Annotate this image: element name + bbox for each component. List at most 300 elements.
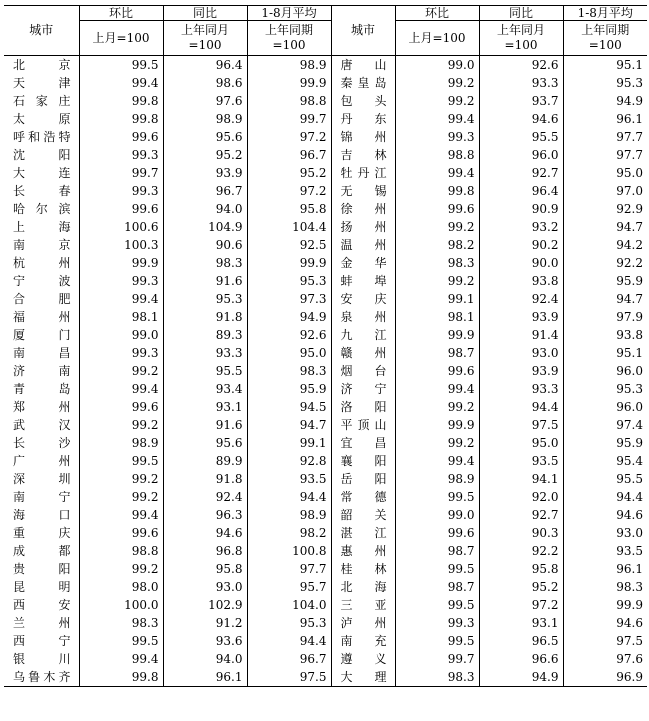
cell-yoy-left: 96.4 [163,56,247,75]
cell-avg-left: 100.8 [247,542,331,560]
table-row [4,362,647,380]
cell-avg-right: 95.0 [616,165,643,180]
cell-city-right: 济宁 [331,380,395,398]
table-row [4,416,647,434]
cell-avg-right: 93.8 [616,327,643,342]
col-header-mom-left: 环比 [79,6,163,21]
cell-yoy-left: 92.4 [163,488,247,506]
cell-city-left: 宁波 [4,272,79,290]
col-header-avg-right: 1-8月平均 [563,6,647,21]
cell-city-right: 平顶山 [331,416,395,434]
cell-yoy-left: 94.0 [163,200,247,218]
cell-mom-left: 99.5 [79,56,163,75]
cell-yoy-right: 92.7 [479,164,563,182]
table-row [4,128,647,146]
cell-mom-right: 99.7 [395,650,479,668]
cell-avg-right: 96.0 [616,399,643,414]
cell-city-right: 吉林 [331,146,395,164]
cell-mom-left: 99.4 [79,290,163,308]
cell-yoy-right: 92.7 [479,506,563,524]
cell-yoy-left: 96.7 [163,182,247,200]
cell-yoy-left: 95.6 [163,128,247,146]
cell-city-left: 哈尔滨 [4,200,79,218]
cell-avg-left: 98.2 [247,524,331,542]
cell-mom-right: 98.2 [395,236,479,254]
cell-avg-left: 94.7 [247,416,331,434]
cell-city-left: 广州 [4,452,79,470]
table-row [4,110,647,128]
cell-city-right: 南充 [331,632,395,650]
subheader-avg-right [563,21,647,56]
cell-city-left: 兰州 [4,614,79,632]
cell-yoy-left: 91.8 [163,308,247,326]
cell-yoy-right: 97.5 [479,416,563,434]
cell-avg-left: 94.4 [247,632,331,650]
cell-yoy-left: 95.3 [163,290,247,308]
cell-city-right: 唐山 [331,56,395,75]
cell-avg-left: 99.7 [247,110,331,128]
cell-mom-right: 99.4 [395,452,479,470]
cell-city-right: 北海 [331,578,395,596]
cell-yoy-left: 93.1 [163,398,247,416]
cell-city-left: 长沙 [4,434,79,452]
subheader-avg-line2: =100 [272,38,306,52]
cell-avg-left: 97.2 [247,182,331,200]
cell-avg-left: 98.8 [247,92,331,110]
table-body [4,56,647,687]
cell-yoy-right: 95.5 [479,128,563,146]
cell-avg-right: 97.7 [616,147,643,162]
subheader-yoy-line1: 上年同月 [496,23,545,37]
cell-avg-right: 97.7 [616,129,643,144]
cell-city-right: 温州 [331,236,395,254]
cell-avg-left: 94.4 [247,488,331,506]
cell-mom-right: 98.9 [395,470,479,488]
cell-mom-left: 99.6 [79,128,163,146]
subheader-yoy-left [163,21,247,56]
cell-mom-left: 99.3 [79,182,163,200]
cell-yoy-right: 96.6 [479,650,563,668]
cell-yoy-left: 89.9 [163,452,247,470]
cell-city-left: 武汉 [4,416,79,434]
cell-avg-left: 94.9 [247,308,331,326]
cell-city-right: 蚌埠 [331,272,395,290]
header-row-1 [4,6,647,21]
table-row [4,146,647,164]
cell-yoy-right: 94.4 [479,398,563,416]
cell-mom-right: 99.5 [395,560,479,578]
cell-mom-right: 98.8 [395,146,479,164]
cell-city-right: 襄阳 [331,452,395,470]
cell-yoy-left: 95.2 [163,146,247,164]
cell-avg-left: 98.3 [247,362,331,380]
cell-avg-right: 97.0 [616,183,643,198]
cell-city-left: 西宁 [4,632,79,650]
cell-city-left: 乌鲁木齐 [4,668,79,687]
cell-yoy-left: 91.6 [163,272,247,290]
table-row [4,164,647,182]
cell-yoy-left: 97.6 [163,92,247,110]
cell-avg-right: 95.3 [616,381,643,396]
cell-mom-right: 99.5 [395,632,479,650]
cell-mom-right: 99.6 [395,200,479,218]
cell-mom-right: 99.9 [395,416,479,434]
subheader-yoy-line1: 上年同月 [180,23,229,37]
cell-mom-left: 99.0 [79,326,163,344]
col-header-yoy-left: 同比 [163,6,247,21]
cell-mom-right: 99.4 [395,110,479,128]
cell-avg-right: 95.4 [616,453,643,468]
cell-mom-left: 98.9 [79,434,163,452]
cell-avg-right: 93.0 [616,525,643,540]
cell-mom-left: 99.8 [79,668,163,687]
cell-city-right: 惠州 [331,542,395,560]
cell-yoy-left: 91.8 [163,470,247,488]
subheader-avg-left [247,21,331,56]
cell-city-left: 深圳 [4,470,79,488]
cell-city-right: 烟台 [331,362,395,380]
cell-mom-left: 99.2 [79,362,163,380]
cell-mom-left: 100.0 [79,596,163,614]
header-row-2 [4,21,647,56]
cell-city-left: 重庆 [4,524,79,542]
cell-avg-right: 97.6 [616,651,643,666]
cell-city-right: 秦皇岛 [331,74,395,92]
table-row [4,650,647,668]
cell-mom-left: 99.4 [79,74,163,92]
cell-city-left: 海口 [4,506,79,524]
cell-yoy-right: 92.0 [479,488,563,506]
table-row [4,596,647,614]
subheader-yoy-right [479,21,563,56]
table-row [4,560,647,578]
cell-yoy-left: 96.8 [163,542,247,560]
cell-mom-right: 98.1 [395,308,479,326]
cell-yoy-right: 93.0 [479,344,563,362]
cell-yoy-left: 95.8 [163,560,247,578]
cell-mom-left: 100.6 [79,218,163,236]
cell-city-left: 长春 [4,182,79,200]
cell-avg-left: 95.3 [247,272,331,290]
cell-avg-left: 98.9 [247,56,331,75]
table-row [4,488,647,506]
subheader-avg-line1: 上年同期 [581,23,630,37]
cell-avg-left: 96.7 [247,146,331,164]
cell-city-right: 常德 [331,488,395,506]
cell-city-left: 厦门 [4,326,79,344]
cell-mom-left: 98.0 [79,578,163,596]
table-row [4,398,647,416]
cell-yoy-right: 96.0 [479,146,563,164]
cell-avg-right: 95.3 [616,75,643,90]
cell-city-left: 北京 [4,56,79,75]
cell-yoy-right: 92.4 [479,290,563,308]
cell-yoy-right: 92.6 [479,56,563,75]
table-row [4,344,647,362]
cell-avg-right: 97.9 [616,309,643,324]
table-row [4,506,647,524]
cell-yoy-right: 93.7 [479,92,563,110]
table-row [4,614,647,632]
cell-mom-left: 99.2 [79,488,163,506]
cell-mom-left: 99.6 [79,398,163,416]
cell-city-left: 福州 [4,308,79,326]
cell-city-right: 桂林 [331,560,395,578]
cell-yoy-right: 91.4 [479,326,563,344]
cell-yoy-left: 93.0 [163,578,247,596]
cell-mom-left: 98.8 [79,542,163,560]
table-row [4,470,647,488]
cell-yoy-right: 96.5 [479,632,563,650]
cell-mom-right: 99.4 [395,164,479,182]
cell-city-right: 锦州 [331,128,395,146]
table-row [4,272,647,290]
cell-city-left: 合肥 [4,290,79,308]
table-row [4,218,647,236]
cell-yoy-right: 93.2 [479,218,563,236]
cell-city-right: 宜昌 [331,434,395,452]
cell-mom-right: 99.3 [395,614,479,632]
cell-avg-right: 96.9 [563,668,647,687]
cell-mom-left: 99.7 [79,164,163,182]
cell-city-right: 包头 [331,92,395,110]
cell-city-left: 银川 [4,650,79,668]
col-header-mom-right: 环比 [395,6,479,21]
cell-yoy-left: 93.4 [163,380,247,398]
cell-city-right: 岳阳 [331,470,395,488]
cell-avg-right: 95.9 [616,435,643,450]
cell-yoy-left: 90.6 [163,236,247,254]
cell-mom-left: 99.8 [79,110,163,128]
cell-city-right: 徐州 [331,200,395,218]
cell-avg-left: 95.0 [247,344,331,362]
cell-yoy-right: 90.0 [479,254,563,272]
table-row [4,380,647,398]
cell-yoy-left: 91.6 [163,416,247,434]
cell-avg-right: 92.9 [616,201,643,216]
cell-avg-right: 96.1 [616,561,643,576]
cell-city-left: 石家庄 [4,92,79,110]
col-header-yoy-right: 同比 [479,6,563,21]
cell-city-left: 成都 [4,542,79,560]
cell-mom-left: 99.4 [79,506,163,524]
cell-city-right: 金华 [331,254,395,272]
cell-avg-right: 92.2 [616,255,643,270]
table-row [4,290,647,308]
cell-mom-left: 99.2 [79,470,163,488]
cell-avg-right: 96.0 [616,363,643,378]
cell-yoy-right: 90.9 [479,200,563,218]
cell-city-right: 湛江 [331,524,395,542]
cell-avg-right: 94.2 [616,237,643,252]
cell-yoy-left: 95.5 [163,362,247,380]
cell-yoy-right: 93.1 [479,614,563,632]
cell-city-right: 九江 [331,326,395,344]
cell-yoy-right: 95.2 [479,578,563,596]
cell-avg-left: 97.2 [247,128,331,146]
cell-avg-left: 99.1 [247,434,331,452]
cell-avg-right: 96.1 [616,111,643,126]
cell-mom-right: 99.3 [395,128,479,146]
cell-avg-left: 97.5 [247,668,331,687]
cell-mom-right: 99.5 [395,488,479,506]
cell-city-right: 安庆 [331,290,395,308]
cell-mom-right: 99.2 [395,434,479,452]
cell-city-left: 郑州 [4,398,79,416]
subheader-yoy-line2: =100 [504,38,538,52]
table-row [4,182,647,200]
table-row [4,92,647,110]
cell-city-left: 青岛 [4,380,79,398]
cell-mom-right: 99.5 [395,596,479,614]
table-row [4,452,647,470]
cell-yoy-right: 93.9 [479,308,563,326]
cell-city-left: 呼和浩特 [4,128,79,146]
cell-yoy-left: 93.3 [163,344,247,362]
cell-yoy-left: 91.2 [163,614,247,632]
cell-avg-right: 94.9 [616,93,643,108]
cell-city-left: 沈阳 [4,146,79,164]
cell-mom-left: 99.3 [79,272,163,290]
cell-avg-left: 95.7 [247,578,331,596]
cell-mom-left: 99.9 [79,254,163,272]
cell-mom-left: 99.4 [79,380,163,398]
cell-avg-left: 92.5 [247,236,331,254]
cell-yoy-right: 90.3 [479,524,563,542]
cell-yoy-left: 96.3 [163,506,247,524]
table-row [4,56,647,75]
cell-yoy-right: 93.3 [479,74,563,92]
cell-yoy-right: 93.5 [479,452,563,470]
cell-avg-right: 95.5 [616,471,643,486]
cell-avg-left: 104.0 [247,596,331,614]
cell-yoy-right: 97.2 [479,596,563,614]
cell-yoy-left: 98.9 [163,110,247,128]
cell-city-left: 贵阳 [4,560,79,578]
cell-mom-right: 98.7 [395,578,479,596]
cell-mom-left: 99.5 [79,632,163,650]
cell-mom-right: 99.4 [395,380,479,398]
cell-avg-right: 95.1 [616,345,643,360]
table-row [4,578,647,596]
cell-mom-left: 98.3 [79,614,163,632]
table-row [4,668,647,687]
cell-mom-left: 99.8 [79,92,163,110]
cell-city-right: 遵义 [331,650,395,668]
cell-city-left: 南昌 [4,344,79,362]
table-row [4,74,647,92]
cell-city-left: 昆明 [4,578,79,596]
cell-city-right: 泉州 [331,308,395,326]
col-header-avg-left: 1-8月平均 [247,6,331,21]
cell-yoy-right: 94.6 [479,110,563,128]
subheader-mom-right: 上月=100 [395,21,479,56]
table-row [4,632,647,650]
cell-avg-right: 94.6 [616,507,643,522]
cell-city-right: 大理 [331,668,395,687]
cell-avg-left: 97.7 [247,560,331,578]
cell-avg-right: 97.5 [616,633,643,648]
cell-city-right: 牡丹江 [331,164,395,182]
cell-city-right: 韶关 [331,506,395,524]
cell-avg-left: 99.9 [247,74,331,92]
cell-avg-left: 95.3 [247,614,331,632]
cell-city-left: 南宁 [4,488,79,506]
cell-city-left: 上海 [4,218,79,236]
subheader-avg-line1: 上年同期 [264,23,313,37]
cell-yoy-left: 102.9 [163,596,247,614]
table-row [4,524,647,542]
cell-mom-right: 98.7 [395,344,479,362]
cell-avg-left: 95.2 [247,164,331,182]
cell-yoy-right: 93.3 [479,380,563,398]
cell-yoy-left: 98.6 [163,74,247,92]
cell-yoy-left: 104.9 [163,218,247,236]
cell-yoy-right: 90.2 [479,236,563,254]
cell-avg-left: 97.3 [247,290,331,308]
cell-avg-left: 92.8 [247,452,331,470]
cell-avg-left: 104.4 [247,218,331,236]
cell-city-right: 无锡 [331,182,395,200]
cell-avg-right: 94.6 [616,615,643,630]
cell-yoy-right: 94.9 [479,668,563,687]
cell-city-left: 大连 [4,164,79,182]
cell-avg-left: 99.9 [247,254,331,272]
table-row [4,308,647,326]
cell-city-left: 济南 [4,362,79,380]
cell-mom-right: 98.7 [395,542,479,560]
cell-city-left: 杭州 [4,254,79,272]
cell-yoy-left: 96.1 [163,668,247,687]
cell-city-left: 南京 [4,236,79,254]
cell-mom-left: 99.6 [79,524,163,542]
cell-yoy-left: 89.3 [163,326,247,344]
cell-avg-right: 93.5 [616,543,643,558]
cell-mom-left: 100.3 [79,236,163,254]
cell-yoy-left: 93.9 [163,164,247,182]
table-row [4,434,647,452]
cell-mom-right: 99.9 [395,326,479,344]
cell-city-left: 西安 [4,596,79,614]
cell-mom-right: 99.1 [395,290,479,308]
cell-mom-left: 99.4 [79,650,163,668]
cell-avg-left: 94.5 [247,398,331,416]
cell-yoy-right: 92.2 [479,542,563,560]
col-header-city-right: 城市 [331,6,395,56]
cell-city-left: 太原 [4,110,79,128]
subheader-yoy-line2: =100 [188,38,222,52]
cell-yoy-right: 93.9 [479,362,563,380]
table-row [4,542,647,560]
cell-mom-left: 98.1 [79,308,163,326]
cell-mom-left: 99.5 [79,452,163,470]
cell-yoy-left: 95.6 [163,434,247,452]
cell-mom-right: 99.6 [395,362,479,380]
table-row [4,326,647,344]
cell-city-right: 洛阳 [331,398,395,416]
cell-avg-left: 95.8 [247,200,331,218]
cell-avg-left: 92.6 [247,326,331,344]
cell-yoy-right: 95.0 [479,434,563,452]
cell-yoy-right: 94.1 [479,470,563,488]
cell-mom-right: 99.8 [395,182,479,200]
cell-mom-right: 99.2 [395,74,479,92]
cell-avg-left: 96.7 [247,650,331,668]
cell-mom-right: 99.0 [395,506,479,524]
cell-yoy-left: 98.3 [163,254,247,272]
cell-mom-right: 98.3 [395,254,479,272]
col-header-city-left: 城市 [4,6,79,56]
